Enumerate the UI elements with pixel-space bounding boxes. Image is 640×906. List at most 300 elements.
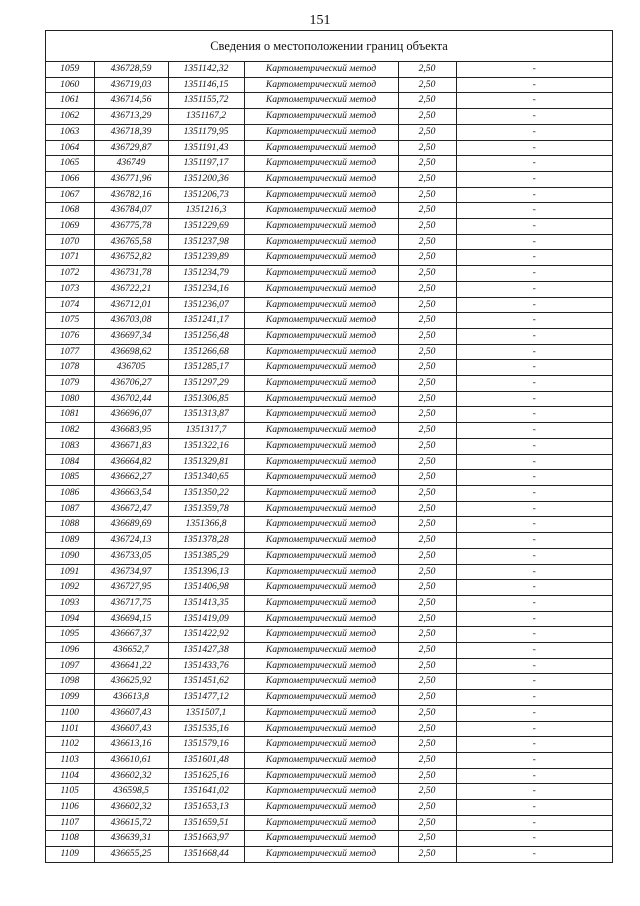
point-number-cell: 1061 xyxy=(46,93,94,109)
accuracy-cell: 2,50 xyxy=(398,690,456,706)
x-coordinate-cell: 436607,43 xyxy=(94,705,168,721)
accuracy-cell: 2,50 xyxy=(398,391,456,407)
point-number-cell: 1064 xyxy=(46,140,94,156)
point-number-cell: 1089 xyxy=(46,533,94,549)
x-coordinate-cell: 436703,08 xyxy=(94,313,168,329)
accuracy-cell: 2,50 xyxy=(398,658,456,674)
method-cell: Картометрический метод xyxy=(244,454,398,470)
method-cell: Картометрический метод xyxy=(244,658,398,674)
accuracy-cell: 2,50 xyxy=(398,627,456,643)
point-number-cell: 1090 xyxy=(46,548,94,564)
method-cell: Картометрический метод xyxy=(244,266,398,282)
method-cell: Картометрический метод xyxy=(244,737,398,753)
y-coordinate-cell: 1351197,17 xyxy=(168,156,244,172)
note-cell: - xyxy=(456,391,612,407)
table-row xyxy=(46,140,612,156)
accuracy-cell: 2,50 xyxy=(398,313,456,329)
y-coordinate-cell: 1351668,44 xyxy=(168,847,244,862)
point-number-cell: 1071 xyxy=(46,250,94,266)
table-row xyxy=(46,533,612,549)
point-number-cell: 1078 xyxy=(46,360,94,376)
method-cell: Картометрический метод xyxy=(244,517,398,533)
table-row xyxy=(46,171,612,187)
accuracy-cell: 2,50 xyxy=(398,281,456,297)
accuracy-cell: 2,50 xyxy=(398,784,456,800)
note-cell: - xyxy=(456,768,612,784)
x-coordinate-cell: 436696,07 xyxy=(94,407,168,423)
accuracy-cell: 2,50 xyxy=(398,485,456,501)
y-coordinate-cell: 1351322,16 xyxy=(168,438,244,454)
point-number-cell: 1077 xyxy=(46,344,94,360)
point-number-cell: 1102 xyxy=(46,737,94,753)
method-cell: Картометрический метод xyxy=(244,360,398,376)
note-cell: - xyxy=(456,564,612,580)
accuracy-cell: 2,50 xyxy=(398,438,456,454)
note-cell: - xyxy=(456,187,612,203)
note-cell: - xyxy=(456,627,612,643)
method-cell: Картометрический метод xyxy=(244,643,398,659)
point-number-cell: 1103 xyxy=(46,752,94,768)
coordinates-table-body xyxy=(46,62,612,862)
note-cell: - xyxy=(456,156,612,172)
note-cell: - xyxy=(456,281,612,297)
accuracy-cell: 2,50 xyxy=(398,93,456,109)
accuracy-cell: 2,50 xyxy=(398,77,456,93)
note-cell: - xyxy=(456,595,612,611)
x-coordinate-cell: 436602,32 xyxy=(94,800,168,816)
x-coordinate-cell: 436641,22 xyxy=(94,658,168,674)
x-coordinate-cell: 436607,43 xyxy=(94,721,168,737)
accuracy-cell: 2,50 xyxy=(398,219,456,235)
method-cell: Картометрический метод xyxy=(244,501,398,517)
y-coordinate-cell: 1351378,28 xyxy=(168,533,244,549)
y-coordinate-cell: 1351191,43 xyxy=(168,140,244,156)
point-number-cell: 1070 xyxy=(46,234,94,250)
table-row xyxy=(46,800,612,816)
point-number-cell: 1084 xyxy=(46,454,94,470)
y-coordinate-cell: 1351359,78 xyxy=(168,501,244,517)
method-cell: Картометрический метод xyxy=(244,124,398,140)
table-row xyxy=(46,643,612,659)
x-coordinate-cell: 436731,78 xyxy=(94,266,168,282)
note-cell: - xyxy=(532,848,536,860)
x-coordinate-cell: 436652,7 xyxy=(94,643,168,659)
y-coordinate-cell: 1351239,89 xyxy=(168,250,244,266)
y-coordinate-cell: 1351366,8 xyxy=(168,517,244,533)
accuracy-cell: 2,50 xyxy=(398,674,456,690)
note-cell: - xyxy=(456,831,612,847)
y-coordinate-cell: 1351413,35 xyxy=(168,595,244,611)
method-cell: Картометрический метод xyxy=(244,548,398,564)
table-row xyxy=(46,485,612,501)
x-coordinate-cell: 436613,8 xyxy=(94,690,168,706)
x-coordinate-cell: 436664,82 xyxy=(94,454,168,470)
method-cell: Картометрический метод xyxy=(244,171,398,187)
method-cell: Картометрический метод xyxy=(244,62,398,77)
y-coordinate-cell: 1351477,12 xyxy=(168,690,244,706)
table-row xyxy=(46,219,612,235)
y-coordinate-cell: 1351433,76 xyxy=(168,658,244,674)
table-row xyxy=(46,407,612,423)
x-coordinate-cell: 436598,5 xyxy=(94,784,168,800)
table-row xyxy=(46,611,612,627)
point-number-cell: 1074 xyxy=(46,297,94,313)
table-row xyxy=(46,454,612,470)
point-number-cell: 1095 xyxy=(46,627,94,643)
table-row xyxy=(46,156,612,172)
accuracy-cell: 2,50 xyxy=(398,800,456,816)
note-cell: - xyxy=(456,250,612,266)
point-number-cell: 1094 xyxy=(46,611,94,627)
x-coordinate-cell: 436712,01 xyxy=(94,297,168,313)
page-number: 151 xyxy=(309,13,331,28)
point-number-cell: 1098 xyxy=(46,674,94,690)
y-coordinate-cell: 1351297,29 xyxy=(168,376,244,392)
accuracy-cell: 2,50 xyxy=(398,187,456,203)
method-cell: Картометрический метод xyxy=(244,800,398,816)
note-cell: - xyxy=(456,407,612,423)
x-coordinate-cell: 436722,21 xyxy=(94,281,168,297)
x-coordinate-cell: 436663,54 xyxy=(94,485,168,501)
point-number-cell: 1063 xyxy=(46,124,94,140)
accuracy-cell: 2,50 xyxy=(398,501,456,517)
y-coordinate-cell: 1351200,36 xyxy=(168,171,244,187)
method-cell: Картометрический метод xyxy=(244,187,398,203)
method-cell: Картометрический метод xyxy=(244,281,398,297)
note-cell: - xyxy=(456,203,612,219)
method-cell: Картометрический метод xyxy=(244,847,398,862)
accuracy-cell: 2,50 xyxy=(398,580,456,596)
x-coordinate-cell: 436771,96 xyxy=(94,171,168,187)
y-coordinate-cell: 1351422,92 xyxy=(168,627,244,643)
y-coordinate-cell: 1351653,13 xyxy=(168,800,244,816)
note-cell: - xyxy=(456,219,612,235)
method-cell: Картометрический метод xyxy=(244,752,398,768)
x-coordinate-cell: 436706,27 xyxy=(94,376,168,392)
y-coordinate-cell: 1351236,07 xyxy=(168,297,244,313)
point-number-cell: 1087 xyxy=(46,501,94,517)
method-cell: Картометрический метод xyxy=(244,438,398,454)
table-row xyxy=(46,768,612,784)
method-cell: Картометрический метод xyxy=(244,109,398,125)
table-row xyxy=(46,595,612,611)
y-coordinate-cell: 1351237,98 xyxy=(168,234,244,250)
coordinates-sheet xyxy=(45,30,613,863)
point-number-cell: 1062 xyxy=(46,109,94,125)
point-number-cell: 1060 xyxy=(46,77,94,93)
note-cell: - xyxy=(456,297,612,313)
x-coordinate-cell: 436705 xyxy=(94,360,168,376)
point-number-cell: 1108 xyxy=(46,831,94,847)
y-coordinate-cell: 1351329,81 xyxy=(168,454,244,470)
table-row xyxy=(46,517,612,533)
point-number-cell: 1065 xyxy=(46,156,94,172)
note-cell: - xyxy=(456,328,612,344)
point-number-cell: 1083 xyxy=(46,438,94,454)
y-coordinate-cell: 1351167,2 xyxy=(168,109,244,125)
accuracy-cell: 2,50 xyxy=(398,124,456,140)
point-number-cell: 1106 xyxy=(46,800,94,816)
point-number-cell: 1085 xyxy=(46,470,94,486)
note-cell: - xyxy=(456,737,612,753)
y-coordinate-cell: 1351601,48 xyxy=(168,752,244,768)
accuracy-cell: 2,50 xyxy=(398,533,456,549)
y-coordinate-cell: 1351340,65 xyxy=(168,470,244,486)
x-coordinate-cell: 436615,72 xyxy=(94,815,168,831)
y-coordinate-cell: 1351663,97 xyxy=(168,831,244,847)
point-number-cell: 1080 xyxy=(46,391,94,407)
accuracy-cell: 2,50 xyxy=(398,62,456,77)
table-row xyxy=(46,62,612,77)
table-row xyxy=(46,297,612,313)
y-coordinate-cell: 1351350,22 xyxy=(168,485,244,501)
note-cell: - xyxy=(456,438,612,454)
x-coordinate-cell: 436702,44 xyxy=(94,391,168,407)
point-number-cell: 1067 xyxy=(46,187,94,203)
table-row xyxy=(46,109,612,125)
note-cell: - xyxy=(456,344,612,360)
accuracy-cell: 2,50 xyxy=(398,705,456,721)
x-coordinate-cell: 436719,03 xyxy=(94,77,168,93)
method-cell: Картометрический метод xyxy=(244,815,398,831)
y-coordinate-cell: 1351641,02 xyxy=(168,784,244,800)
note-cell: - xyxy=(456,815,612,831)
point-number-cell: 1109 xyxy=(46,847,94,862)
y-coordinate-cell: 1351317,7 xyxy=(168,423,244,439)
table-row xyxy=(46,234,612,250)
y-coordinate-cell: 1351427,38 xyxy=(168,643,244,659)
accuracy-cell: 2,50 xyxy=(398,344,456,360)
note-cell: - xyxy=(456,485,612,501)
method-cell: Картометрический метод xyxy=(244,156,398,172)
method-cell: Картометрический метод xyxy=(244,564,398,580)
y-coordinate-cell: 1351146,15 xyxy=(168,77,244,93)
note-cell: - xyxy=(456,580,612,596)
x-coordinate-cell: 436724,13 xyxy=(94,533,168,549)
x-coordinate-cell: 436613,16 xyxy=(94,737,168,753)
point-number-cell: 1079 xyxy=(46,376,94,392)
method-cell: Картометрический метод xyxy=(244,376,398,392)
accuracy-cell: 2,50 xyxy=(398,376,456,392)
method-cell: Картометрический метод xyxy=(244,705,398,721)
table-row xyxy=(46,438,612,454)
y-coordinate-cell: 1351419,09 xyxy=(168,611,244,627)
accuracy-cell: 2,50 xyxy=(398,752,456,768)
table-row xyxy=(46,203,612,219)
method-cell: Картометрический метод xyxy=(244,611,398,627)
table-row xyxy=(46,93,612,109)
method-cell: Картометрический метод xyxy=(244,784,398,800)
accuracy-cell: 2,50 xyxy=(398,831,456,847)
point-number-cell: 1075 xyxy=(46,313,94,329)
point-number-cell: 1104 xyxy=(46,768,94,784)
y-coordinate-cell: 1351206,73 xyxy=(168,187,244,203)
x-coordinate-cell: 436662,27 xyxy=(94,470,168,486)
accuracy-cell: 2,50 xyxy=(398,721,456,737)
accuracy-cell: 2,50 xyxy=(398,564,456,580)
x-coordinate-cell: 436775,78 xyxy=(94,219,168,235)
accuracy-cell: 2,50 xyxy=(398,109,456,125)
note-cell: - xyxy=(456,611,612,627)
accuracy-cell: 2,50 xyxy=(398,454,456,470)
table-row xyxy=(46,548,612,564)
table-row xyxy=(46,752,612,768)
method-cell: Картометрический метод xyxy=(244,391,398,407)
table-row xyxy=(46,564,612,580)
accuracy-cell: 2,50 xyxy=(398,266,456,282)
accuracy-cell: 2,50 xyxy=(398,815,456,831)
point-number-cell: 1068 xyxy=(46,203,94,219)
x-coordinate-cell: 436782,16 xyxy=(94,187,168,203)
accuracy-cell: 2,50 xyxy=(398,156,456,172)
method-cell: Картометрический метод xyxy=(244,328,398,344)
y-coordinate-cell: 1351179,95 xyxy=(168,124,244,140)
accuracy-cell: 2,50 xyxy=(398,611,456,627)
point-number-cell: 1096 xyxy=(46,643,94,659)
method-cell: Картометрический метод xyxy=(244,423,398,439)
note-cell: - xyxy=(456,784,612,800)
accuracy-cell: 2,50 xyxy=(398,407,456,423)
note-cell: - xyxy=(456,800,612,816)
accuracy-cell: 2,50 xyxy=(398,297,456,313)
table-row xyxy=(46,690,612,706)
section-title: Сведения о местоположении границ объекта xyxy=(46,31,612,62)
x-coordinate-cell: 436655,25 xyxy=(94,847,168,862)
point-number-cell: 1097 xyxy=(46,658,94,674)
note-cell: - xyxy=(456,93,612,109)
note-cell: - xyxy=(456,376,612,392)
point-number-cell: 1088 xyxy=(46,517,94,533)
table-row xyxy=(46,250,612,266)
method-cell: Картометрический метод xyxy=(244,77,398,93)
note-cell: - xyxy=(456,501,612,517)
y-coordinate-cell: 1351285,17 xyxy=(168,360,244,376)
x-coordinate-cell: 436749 xyxy=(94,156,168,172)
note-cell: - xyxy=(456,313,612,329)
x-coordinate-cell: 436667,37 xyxy=(94,627,168,643)
table-row xyxy=(46,501,612,517)
method-cell: Картометрический метод xyxy=(244,407,398,423)
point-number-cell: 1105 xyxy=(46,784,94,800)
x-coordinate-cell: 436714,56 xyxy=(94,93,168,109)
note-cell: - xyxy=(456,533,612,549)
x-coordinate-cell: 436625,92 xyxy=(94,674,168,690)
x-coordinate-cell: 436784,07 xyxy=(94,203,168,219)
accuracy-cell: 2,50 xyxy=(398,847,456,862)
note-cell: - xyxy=(456,517,612,533)
point-number-cell: 1092 xyxy=(46,580,94,596)
y-coordinate-cell: 1351625,16 xyxy=(168,768,244,784)
table-row xyxy=(46,187,612,203)
table-row xyxy=(46,815,612,831)
y-coordinate-cell: 1351266,68 xyxy=(168,344,244,360)
y-coordinate-cell: 1351406,98 xyxy=(168,580,244,596)
table-row xyxy=(46,580,612,596)
note-cell: - xyxy=(456,62,612,77)
x-coordinate-cell: 436697,34 xyxy=(94,328,168,344)
method-cell: Картометрический метод xyxy=(244,470,398,486)
x-coordinate-cell: 436718,39 xyxy=(94,124,168,140)
x-coordinate-cell: 436683,95 xyxy=(94,423,168,439)
point-number-cell: 1076 xyxy=(46,328,94,344)
accuracy-cell: 2,50 xyxy=(398,328,456,344)
note-cell: - xyxy=(456,360,612,376)
y-coordinate-cell: 1351234,79 xyxy=(168,266,244,282)
x-coordinate-cell: 436672,47 xyxy=(94,501,168,517)
note-cell: - xyxy=(456,721,612,737)
method-cell: Картометрический метод xyxy=(244,721,398,737)
note-cell: - xyxy=(456,705,612,721)
method-cell: Картометрический метод xyxy=(244,203,398,219)
accuracy-cell: 2,50 xyxy=(398,548,456,564)
point-number-cell: 1073 xyxy=(46,281,94,297)
method-cell: Картометрический метод xyxy=(244,250,398,266)
x-coordinate-cell: 436734,97 xyxy=(94,564,168,580)
method-cell: Картометрический метод xyxy=(244,768,398,784)
x-coordinate-cell: 436717,75 xyxy=(94,595,168,611)
table-row xyxy=(46,784,612,800)
note-cell: - xyxy=(456,124,612,140)
table-row xyxy=(46,281,612,297)
y-coordinate-cell: 1351385,29 xyxy=(168,548,244,564)
note-cell: - xyxy=(456,643,612,659)
method-cell: Картометрический метод xyxy=(244,219,398,235)
method-cell: Картометрический метод xyxy=(244,831,398,847)
method-cell: Картометрический метод xyxy=(244,485,398,501)
y-coordinate-cell: 1351241,17 xyxy=(168,313,244,329)
note-cell: - xyxy=(456,454,612,470)
y-coordinate-cell: 1351306,85 xyxy=(168,391,244,407)
x-coordinate-cell: 436733,05 xyxy=(94,548,168,564)
point-number-cell: 1066 xyxy=(46,171,94,187)
table-row xyxy=(46,470,612,486)
y-coordinate-cell: 1351313,87 xyxy=(168,407,244,423)
method-cell: Картометрический метод xyxy=(244,344,398,360)
table-row xyxy=(46,737,612,753)
note-cell: - xyxy=(456,674,612,690)
y-coordinate-cell: 1351229,69 xyxy=(168,219,244,235)
x-coordinate-cell: 436752,82 xyxy=(94,250,168,266)
y-coordinate-cell: 1351579,16 xyxy=(168,737,244,753)
note-cell: - xyxy=(456,548,612,564)
table-row xyxy=(46,391,612,407)
note-cell: - xyxy=(456,77,612,93)
accuracy-cell: 2,50 xyxy=(398,517,456,533)
y-coordinate-cell: 1351396,13 xyxy=(168,564,244,580)
table-row xyxy=(46,77,612,93)
y-coordinate-cell: 1351507,1 xyxy=(168,705,244,721)
point-number-cell: 1100 xyxy=(46,705,94,721)
accuracy-cell: 2,50 xyxy=(398,140,456,156)
note-cell: - xyxy=(456,690,612,706)
table-row xyxy=(46,360,612,376)
table-row xyxy=(46,266,612,282)
x-coordinate-cell: 436694,15 xyxy=(94,611,168,627)
point-number-cell: 1093 xyxy=(46,595,94,611)
x-coordinate-cell: 436639,31 xyxy=(94,831,168,847)
x-coordinate-cell: 436765,58 xyxy=(94,234,168,250)
point-number-cell: 1107 xyxy=(46,815,94,831)
point-number-cell: 1069 xyxy=(46,219,94,235)
table-row xyxy=(46,344,612,360)
table-row xyxy=(46,705,612,721)
x-coordinate-cell: 436727,95 xyxy=(94,580,168,596)
y-coordinate-cell: 1351256,48 xyxy=(168,328,244,344)
note-cell: - xyxy=(456,140,612,156)
table-row xyxy=(46,423,612,439)
table-row xyxy=(46,627,612,643)
accuracy-cell: 2,50 xyxy=(398,768,456,784)
